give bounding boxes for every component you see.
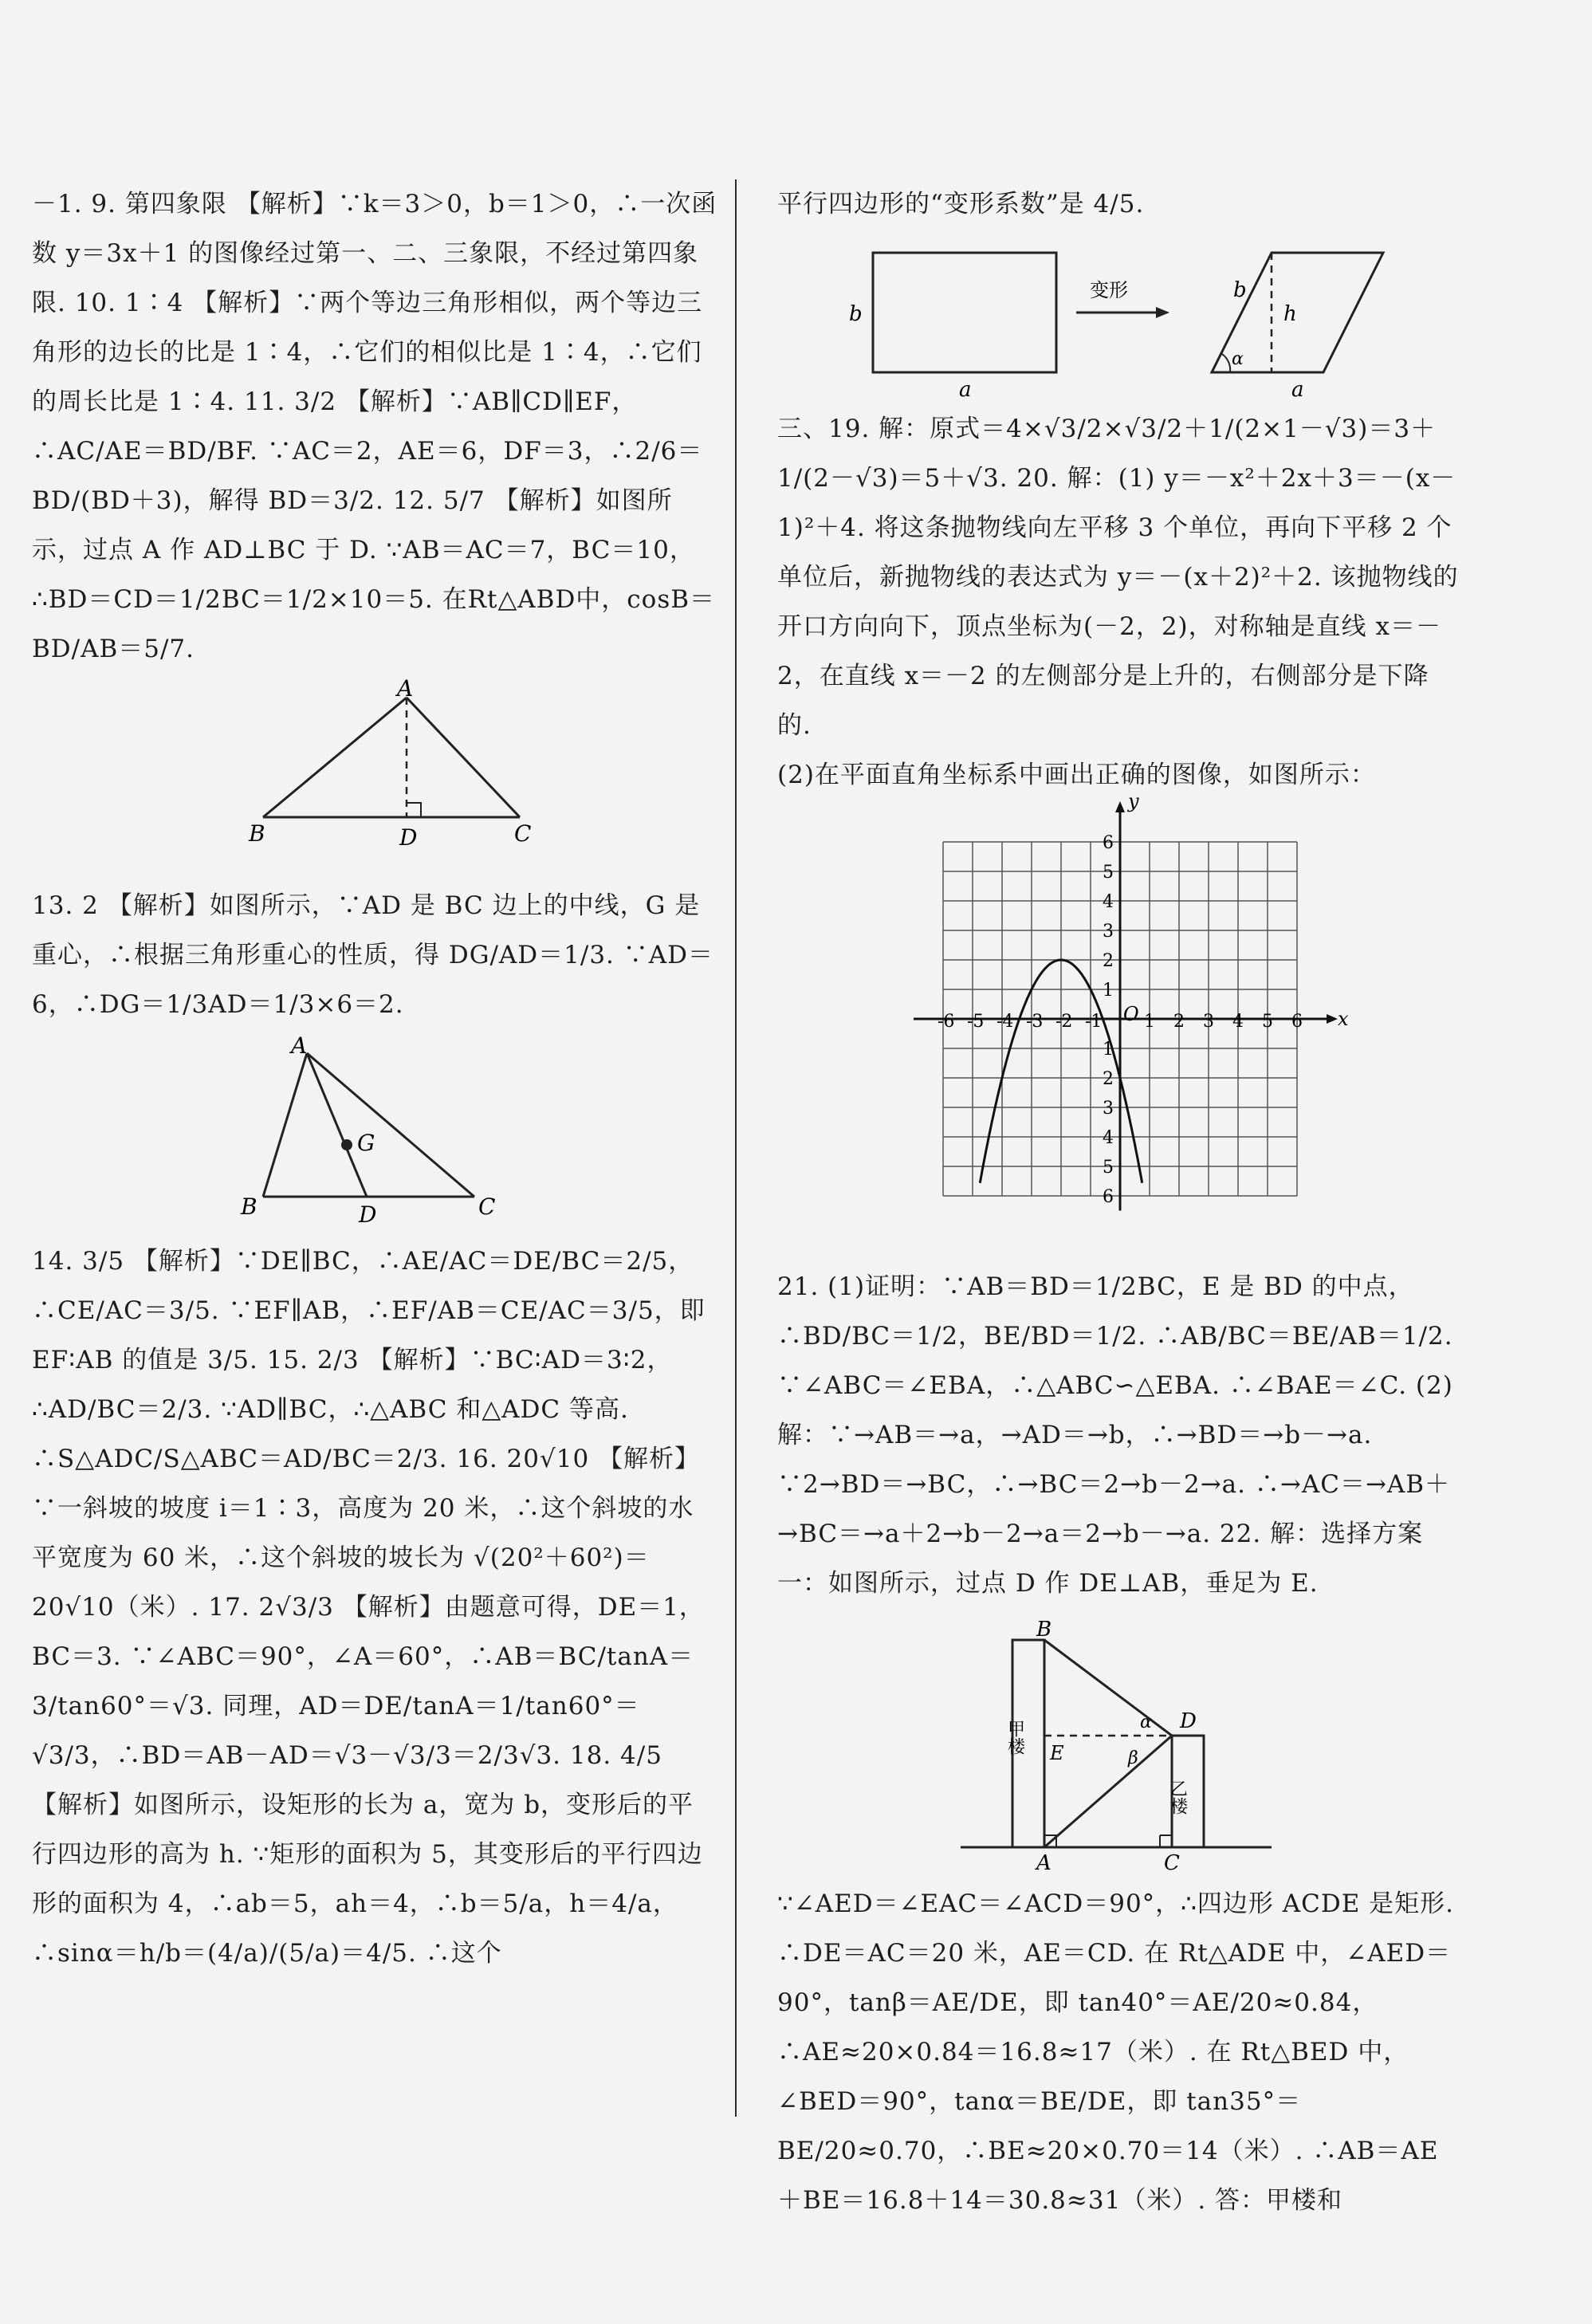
label-d: D (399, 824, 418, 851)
label-transform: 变形 (1090, 279, 1128, 301)
answers-9-12: －1. 9. 第四象限 【解析】∵k＝3＞0，b＝1＞0，∴一次函数 y＝3x＋1 的图像经过第一、二、三象限，不经过第四象限. 10. 1∶4 【解析】∵两个等边三角形相似，两个等边三角形的边长的比是 1∶4，∴它们的相似比是 1∶4，∴它们的周长比是 1∶4. 11. 3/2 【解析】∵AB∥CD∥EF，∴AC/AE＝BD/BF. ∵AC＝2，AE＝6，DF＝3，∴2/6＝BD/(BD＋3)，解得 BD＝3/2. 12. 5/7 【解析】如图所示，过点 A 作 AD⊥BC 于 D. ∵AB＝AC＝7，BC＝10，∴BD＝CD＝1/2BC＝1/2×10＝5. 在Rt△ABD中，cosB＝BD/AB＝5/7. (32, 190, 717, 663)
label-a-para: a (1291, 378, 1304, 402)
y-tick-label: 3 (1103, 1099, 1114, 1119)
answer-22-cont: ∵∠AED＝∠EAC＝∠ACD＝90°，∴四边形 ACDE 是矩形. ∴DE＝AC＝20 米，AE＝CD. 在 Rt△ADE 中，∠AED＝90°，tanβ＝AE/DE，即 tan40°＝AE/20≈0.84，∴AE≈20×0.84＝16.8≈17（米）. 在 Rt△BED 中，∠BED＝90°，tanα＝BE/DE，即 tan35°＝BE/20≈0.70，∴BE≈20×0.70＝14（米）. ∴AB＝AE＋BE＝16.8＋14＝30.8≈31（米）. 答：甲楼和 (777, 1889, 1455, 2215)
label-a-rect: a (959, 378, 972, 402)
answer-18-cont: 平行四边形的“变形系数”是 4/5. (777, 190, 1145, 218)
x-tick-label: -2 (1055, 1012, 1073, 1032)
x-tick-label: 3 (1203, 1012, 1214, 1032)
x-tick-label: -4 (996, 1012, 1014, 1032)
answers-19-20: 三、19. 解：原式＝4×√3/2×√3/2＋1/(2×1－√3)＝3＋1/(2－√3)＝5＋√3. 20. 解：(1) y＝－x²＋2x＋3＝－(x－1)²＋4. 将这条抛物线向左平移 3 个单位，再向下平移 2 个单位后，新抛物线的表达式为 y＝－(x＋2)²＋2. 该抛物线的开口方向向下，顶点坐标为(－2，2)，对称轴是直线 x＝－2，在直线 x＝－2 的左侧部分是上升的，右侧部分是下降的. (777, 415, 1459, 740)
label-c: C (478, 1193, 496, 1220)
label-b: B (1036, 1618, 1052, 1642)
label-b: B (249, 820, 265, 847)
answers-14-18: 14. 3/5 【解析】∵DE∥BC，∴AE/AC＝DE/BC＝2/5，∴CE/AC＝3/5. ∵EF∥AB，∴EF/AB＝CE/AC＝3/5，即 EF∶AB 的值是 3/5. 15. 2/3 【解析】∵BC∶AD＝3∶2，∴AD/BC＝2/3. ∵AD∥BC，∴△ABC 和△ADC 等高. ∴S△ADC/S△ABC＝AD/BC＝2/3. 16. 20√10 【解析】∵一斜坡的坡度 i＝1∶3，高度为 20 米，∴这个斜坡的水平宽度为 60 米，∴这个斜坡的坡长为 √(20²＋60²)＝20√10（米）. 17. 2√3/3 【解析】由题意可得，DE＝1，BC＝3. ∵∠ABC＝90°，∠A＝60°，∴AB＝BC/tanA＝3/tan60°＝√3. 同理，AD＝DE/tanA＝1/tan60°＝√3/3，∴BD＝AB－AD＝√3－√3/3＝2/3√3. 18. 4/5 【解析】如图所示，设矩形的长为 a，宽为 b，变形后的平行四边形的高为 h. ∵矩形的面积为 5，其变形后的平行四边形的面积为 4，∴ab＝5，ah＝4，∴b＝5/a，h＝4/a，∴sinα＝h/b＝(4/a)/(5/a)＝4/5. ∴这个 (32, 1247, 706, 1968)
x-axis-label: x (1338, 1008, 1349, 1030)
x-tick-label: -6 (938, 1012, 955, 1032)
label-b: B (241, 1193, 257, 1220)
x-tick-label: -3 (1026, 1012, 1044, 1032)
x-tick-label: 6 (1291, 1012, 1303, 1032)
triangle-centroid-figure (32, 1032, 717, 1229)
y-tick-label: 6 (1103, 1187, 1114, 1207)
label-yi-building: 乙楼 (1167, 1779, 1188, 1815)
y-tick-label: 6 (1103, 833, 1114, 853)
label-a: A (1036, 1851, 1052, 1875)
parabola-graph (777, 790, 1463, 1254)
buildings-figure (777, 1616, 1463, 1875)
label-b-rect: b (849, 302, 863, 326)
x-tick-label: 4 (1232, 1012, 1244, 1032)
label-e: E (1050, 1742, 1064, 1764)
y-tick-label: 5 (1103, 863, 1114, 883)
answer-13: 13. 2 【解析】如图所示，∵AD 是 BC 边上的中线，G 是重心，∴根据三角形重心的性质，得 DG/AD＝1/3. ∵AD＝6，∴DG＝1/3AD＝1/3×6＝2. (32, 891, 713, 1019)
x-tick-label: 2 (1173, 1012, 1185, 1032)
label-alpha: α (1232, 349, 1244, 369)
column-divider (735, 179, 737, 2117)
y-tick-label: 2 (1103, 951, 1114, 971)
label-b-para: b (1233, 278, 1247, 302)
y-tick-label: 4 (1103, 892, 1114, 912)
triangle-abd-figure (32, 675, 717, 873)
label-c: C (514, 820, 532, 847)
x-tick-label: 1 (1144, 1012, 1155, 1032)
right-column (777, 179, 1463, 2225)
y-tick-label: 1 (1103, 1040, 1114, 1060)
y-tick-label: 2 (1103, 1069, 1114, 1089)
label-beta: β (1128, 1748, 1138, 1768)
rect-transform-figure (777, 237, 1463, 402)
x-tick-label: -5 (967, 1012, 985, 1032)
label-d: D (1180, 1709, 1197, 1733)
y-axis-arrow (1115, 801, 1125, 812)
y-tick-label: 1 (1103, 981, 1114, 1001)
y-tick-label: 5 (1103, 1158, 1114, 1178)
label-h: h (1283, 302, 1297, 326)
left-column (32, 179, 717, 1978)
x-axis-arrow (1327, 1014, 1338, 1024)
answers-21-22: 21. (1)证明：∵AB＝BD＝1/2BC，E 是 BD 的中点，∴BD/BC＝1/2，BE/BD＝1/2. ∴AB/BC＝BE/AB＝1/2. ∵∠ABC＝∠EBA，∴△ABC∽△EBA. ∴∠BAE＝∠C. (2)解：∵→AB＝→a，→AD＝→b，∴→BD＝→b－→a. ∵2→BD＝→BC，∴→BC＝2→b－2→a. ∴→AC＝→AB＋→BC＝→a＋2→b－2→a＝2→b－→a. 22. 解：选择方案一：如图所示，过点 D 作 DE⊥AB，垂足为 E. (777, 1272, 1453, 1598)
x-tick-label: 5 (1262, 1012, 1273, 1032)
label-c: C (1164, 1851, 1180, 1875)
label-d: D (359, 1201, 377, 1228)
y-axis-label: y (1128, 790, 1139, 812)
y-tick-label: 3 (1103, 922, 1114, 942)
label-a: A (291, 1032, 308, 1059)
label-alpha: α (1140, 1713, 1152, 1732)
origin-label: O (1123, 1003, 1139, 1025)
label-jia-building: 甲楼 (1004, 1720, 1025, 1755)
answer-20-part2: (2)在平面直角坐标系中画出正确的图像，如图所示： (777, 761, 1376, 789)
label-g: G (357, 1130, 375, 1156)
label-a: A (397, 675, 414, 702)
y-tick-label: 4 (1103, 1128, 1114, 1148)
x-tick-label: -1 (1085, 1012, 1103, 1032)
